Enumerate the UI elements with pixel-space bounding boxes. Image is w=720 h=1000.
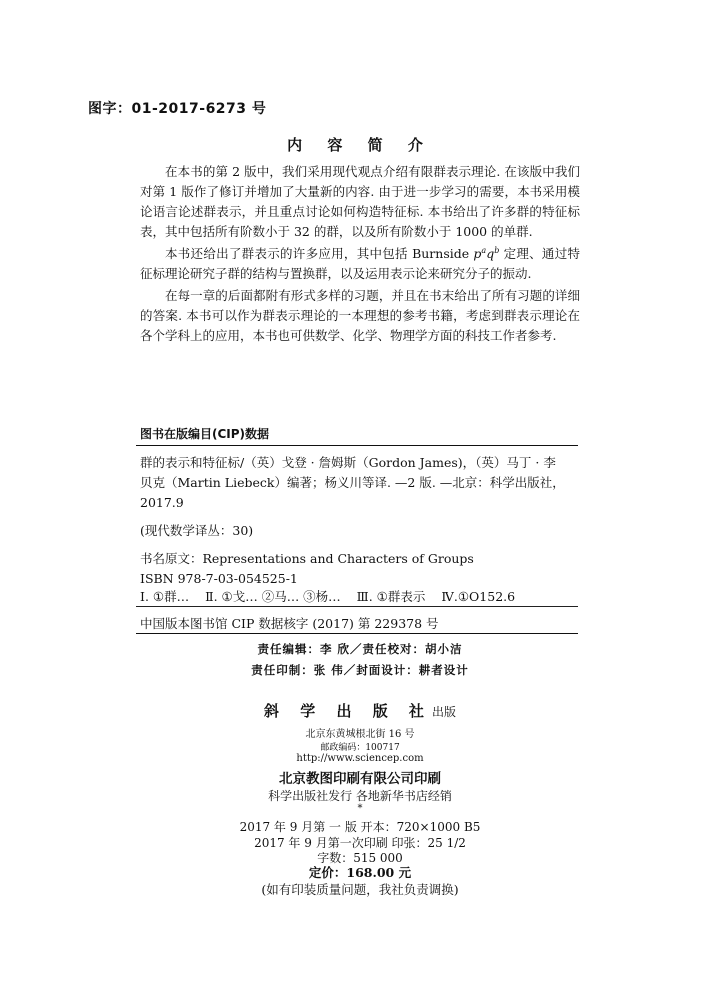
theorem-symbol-p: p: [473, 246, 482, 261]
summary-paragraph-2: [140, 244, 580, 284]
word-count: 字数：515 000: [317, 851, 403, 865]
printer-line: 北京教图印刷有限公司印刷: [279, 771, 441, 787]
cip-data-number: 中国版本图书馆 CIP 数据核字 (2017) 第 229378 号: [140, 616, 439, 631]
cip-bottom-rule: [136, 633, 578, 634]
distribution-line: 科学出版社发行 各地新华书店经销: [268, 789, 452, 803]
publisher-name: 斜 学 出 版 社: [264, 702, 432, 720]
publish-word: 出版: [431, 705, 456, 719]
cip-record: [140, 453, 576, 589]
cip-line-1: 群的表示和特征标/（英）戈登 · 詹姆斯（Gordon James)，（英）马丁 · 李: [140, 455, 556, 470]
staff-line-1: 责任编辑：李 欣／责任校对：胡小洁: [257, 642, 463, 656]
cip-id-4: Ⅳ.①O152.6: [441, 589, 516, 604]
summary-paragraph-2-start: 本书还给出了群表示的许多应用，其中包括 Burnside: [165, 246, 474, 261]
staff-line-2: 责任印制：张 伟／封面设计：耕者设计: [251, 663, 469, 677]
cip-series: (现代数学译丛：30): [140, 523, 254, 538]
cip-isbn: ISBN 978-7-03-054525-1: [140, 571, 298, 586]
copyright-registration-number: 图字：01-2017-6273 号: [88, 101, 267, 117]
separator-star: *: [357, 803, 363, 814]
summary-paragraph-2-end: 定理、通过特征标理论研究子群的结构与置换群，以及运用表示论来研究分子的振动.: [140, 246, 580, 281]
cip-id-1: Ⅰ. ①群…: [140, 589, 190, 604]
price: 定价：168.00 元: [308, 865, 412, 880]
publisher-line: [0, 700, 720, 721]
cip-line-3: 2017.9: [140, 495, 184, 510]
cip-top-rule: [136, 445, 578, 446]
publisher-postcode: 邮政编码：100717: [320, 743, 400, 753]
cip-title: 图书在版编目(CIP)数据: [140, 427, 270, 441]
quality-notice: (如有印装质量问题，我社负责调换): [261, 882, 459, 897]
cip-id-2: Ⅱ. ①戈… ②马… ③杨…: [205, 589, 341, 604]
theorem-exponent-b: b: [494, 245, 500, 255]
publisher-website: http://www.sciencep.com: [296, 753, 424, 764]
cip-id-3: Ⅲ. ①群表示: [356, 589, 426, 604]
cip-original-title: 书名原文：Representations and Characters of Groups: [140, 551, 474, 566]
summary-paragraph-3: 在每一章的后面都附有形式多样的习题，并且在书末给出了所有习题的详细的答案. 本书可以作为群表示理论的一本理想的参考书籍，考虑到群表示理论在各个学科上的应用，本书也可供数学、化学、物理学方面的科技工作者参考.: [140, 288, 580, 343]
theorem-exponent-a: a: [481, 245, 487, 255]
summary-section: [140, 162, 580, 348]
publisher-address: 北京东黄城根北街 16 号: [305, 729, 415, 740]
summary-paragraph-1: 在本书的第 2 版中，我们采用现代观点介绍有限群表示理论. 在该版中我们对第 1 版作了修订并增加了大量新的内容. 由于进一步学习的需要，本书采用模论语言论述群表示，并且重点讨论如何构造特征标. 本书给出了许多群的特征标表，其中包括所有阶数小于 32 的群，以及所有阶数小于 1000 的单群.: [140, 164, 580, 239]
printing-line: 2017 年 9 月第一次印刷 印张：25 1/2: [254, 836, 466, 850]
edition-line: 2017 年 9 月第 一 版 开本：720×1000 B5: [239, 820, 481, 834]
summary-heading: 内 容 简 介: [287, 136, 433, 154]
theorem-symbol-q: q: [486, 246, 495, 261]
cip-middle-rule: [136, 606, 578, 607]
cip-line-2: 贝克（Martin Liebeck）编著；杨义川等译. —2 版. —北京：科学出版社，: [140, 475, 565, 490]
cip-classification: [140, 587, 576, 605]
